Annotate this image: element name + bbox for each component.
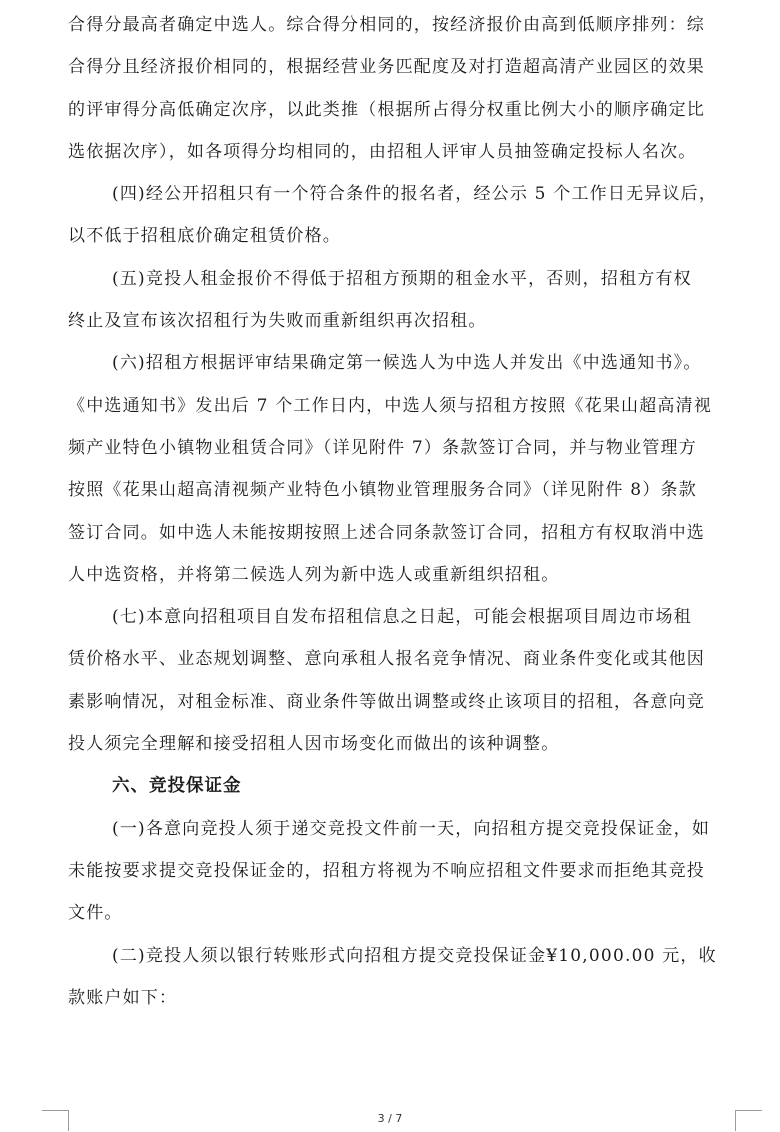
text-line: 合得分且经济报价相同的，根据经营业务匹配度及对打造超高清产业园区的效果: [68, 57, 705, 78]
text-line: 以不低于招租底价确定租赁价格。: [68, 226, 341, 247]
text-line: 选依据次序），如各项得分均相同的，由招租人评审人员抽签确定投标人名次。: [68, 141, 697, 162]
text-line: 频产业特色小镇物业租赁合同》（详见附件 7）条款签订合同，并与物业管理方: [68, 437, 697, 458]
text-line: 赁价格水平、业态规划调整、意向承租人报名竞争情况、商业条件变化或其他因: [68, 649, 705, 670]
section-heading: 六、竞投保证金: [112, 776, 242, 797]
text-line: 终止及宣布该次招租行为失败而重新组织再次招租。: [68, 311, 487, 332]
paragraph-item-5: [68, 258, 734, 343]
paragraph-deposit-1: [68, 808, 734, 935]
text-line: (二)竞投人须以银行转账形式向招租方提交竞投保证金¥10,000.00 元，收: [112, 945, 717, 966]
paragraph-scoring-continuation: [68, 4, 734, 173]
paragraph-deposit-2: [68, 935, 734, 1020]
text-line: (四)经公开招租只有一个符合条件的报名者，经公示 5 个工作日无异议后，: [112, 184, 718, 205]
text-line: 人中选资格，并将第二候选人列为新中选人或重新组织招租。: [68, 564, 560, 585]
text-line: 的评审得分高低确定次序，以此类推（根据所占得分权重比例大小的顺序确定比: [68, 99, 705, 120]
text-line: (一)各意向竞投人须于递交竞投文件前一天，向招租方提交竞投保证金，如: [112, 818, 711, 839]
text-line: (七)本意向招租项目自发布招租信息之日起，可能会根据项目周边市场租: [112, 607, 692, 628]
text-line: 素影响情况，对租金标准、商业条件等做出调整或终止该项目的招租，各意向竞: [68, 691, 705, 712]
text-line: 按照《花果山超高清视频产业特色小镇物业管理服务合同》（详见附件 8）条款: [68, 480, 697, 501]
text-line: 《中选通知书》发出后 7 个工作日内，中选人须与招租方按照《花果山超高清视: [68, 395, 713, 416]
text-line: 文件。: [68, 903, 123, 924]
text-line: 合得分最高者确定中选人。综合得分相同的，按经济报价由高到低顺序排列：综: [68, 15, 705, 35]
text-line: (六)招租方根据评审结果确定第一候选人为中选人并发出《中选通知书》。: [112, 353, 702, 374]
page-number: 3 / 7: [377, 1112, 403, 1125]
document-body: [68, 4, 734, 1019]
text-line: 投人须完全理解和接受招租人因市场变化而做出的该种调整。: [68, 734, 560, 755]
text-line: 未能按要求提交竞投保证金的，招租方将视为不响应招租文件要求而拒绝其竞投: [68, 860, 705, 881]
paragraph-item-4: [68, 173, 734, 258]
paragraph-item-7: [68, 596, 734, 765]
paragraph-item-6: [68, 342, 734, 596]
text-line: 签订合同。如中选人未能按期按照上述合同条款签订合同，招租方有权取消中选: [68, 522, 705, 543]
text-line: (五)竞投人租金报价不得低于招租方预期的租金水平，否则，招租方有权: [112, 268, 692, 289]
text-line: 款账户如下：: [68, 987, 178, 1008]
